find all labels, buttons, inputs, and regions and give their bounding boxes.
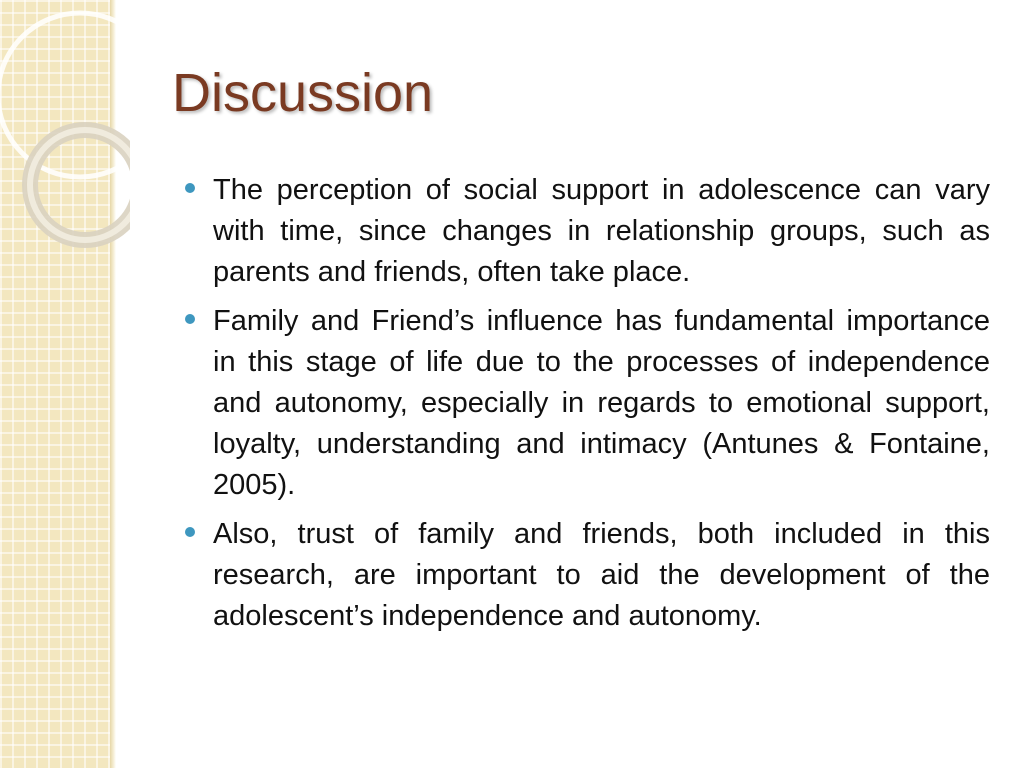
bullet-text: Family and Friend’s influence has fundamental importance in this stage of life due to the processes of independence and autonomy, especially in regards to emotional support, loyalty, understanding and intimacy (Antunes & Fontaine, 2005). xyxy=(213,305,990,501)
bullet-dot-icon xyxy=(185,527,195,537)
bullet-item xyxy=(185,514,990,637)
bullet-text: Also, trust of family and friends, both included in this research, are important to aid the development of the adolescent’s independence and autonomy. xyxy=(213,518,990,632)
bullet-item xyxy=(185,301,990,506)
bullet-dot-icon xyxy=(185,314,195,324)
bullet-dot-icon xyxy=(185,183,195,193)
bullet-text: The perception of social support in adolescence can vary with time, since changes in relationship groups, such as parents and friends, often take place. xyxy=(213,174,990,288)
bullet-list xyxy=(185,170,990,645)
slide-title: Discussion xyxy=(172,63,434,123)
bullet-item xyxy=(185,170,990,293)
upper-ring xyxy=(0,13,130,177)
ring-decoration-icon xyxy=(0,0,130,260)
